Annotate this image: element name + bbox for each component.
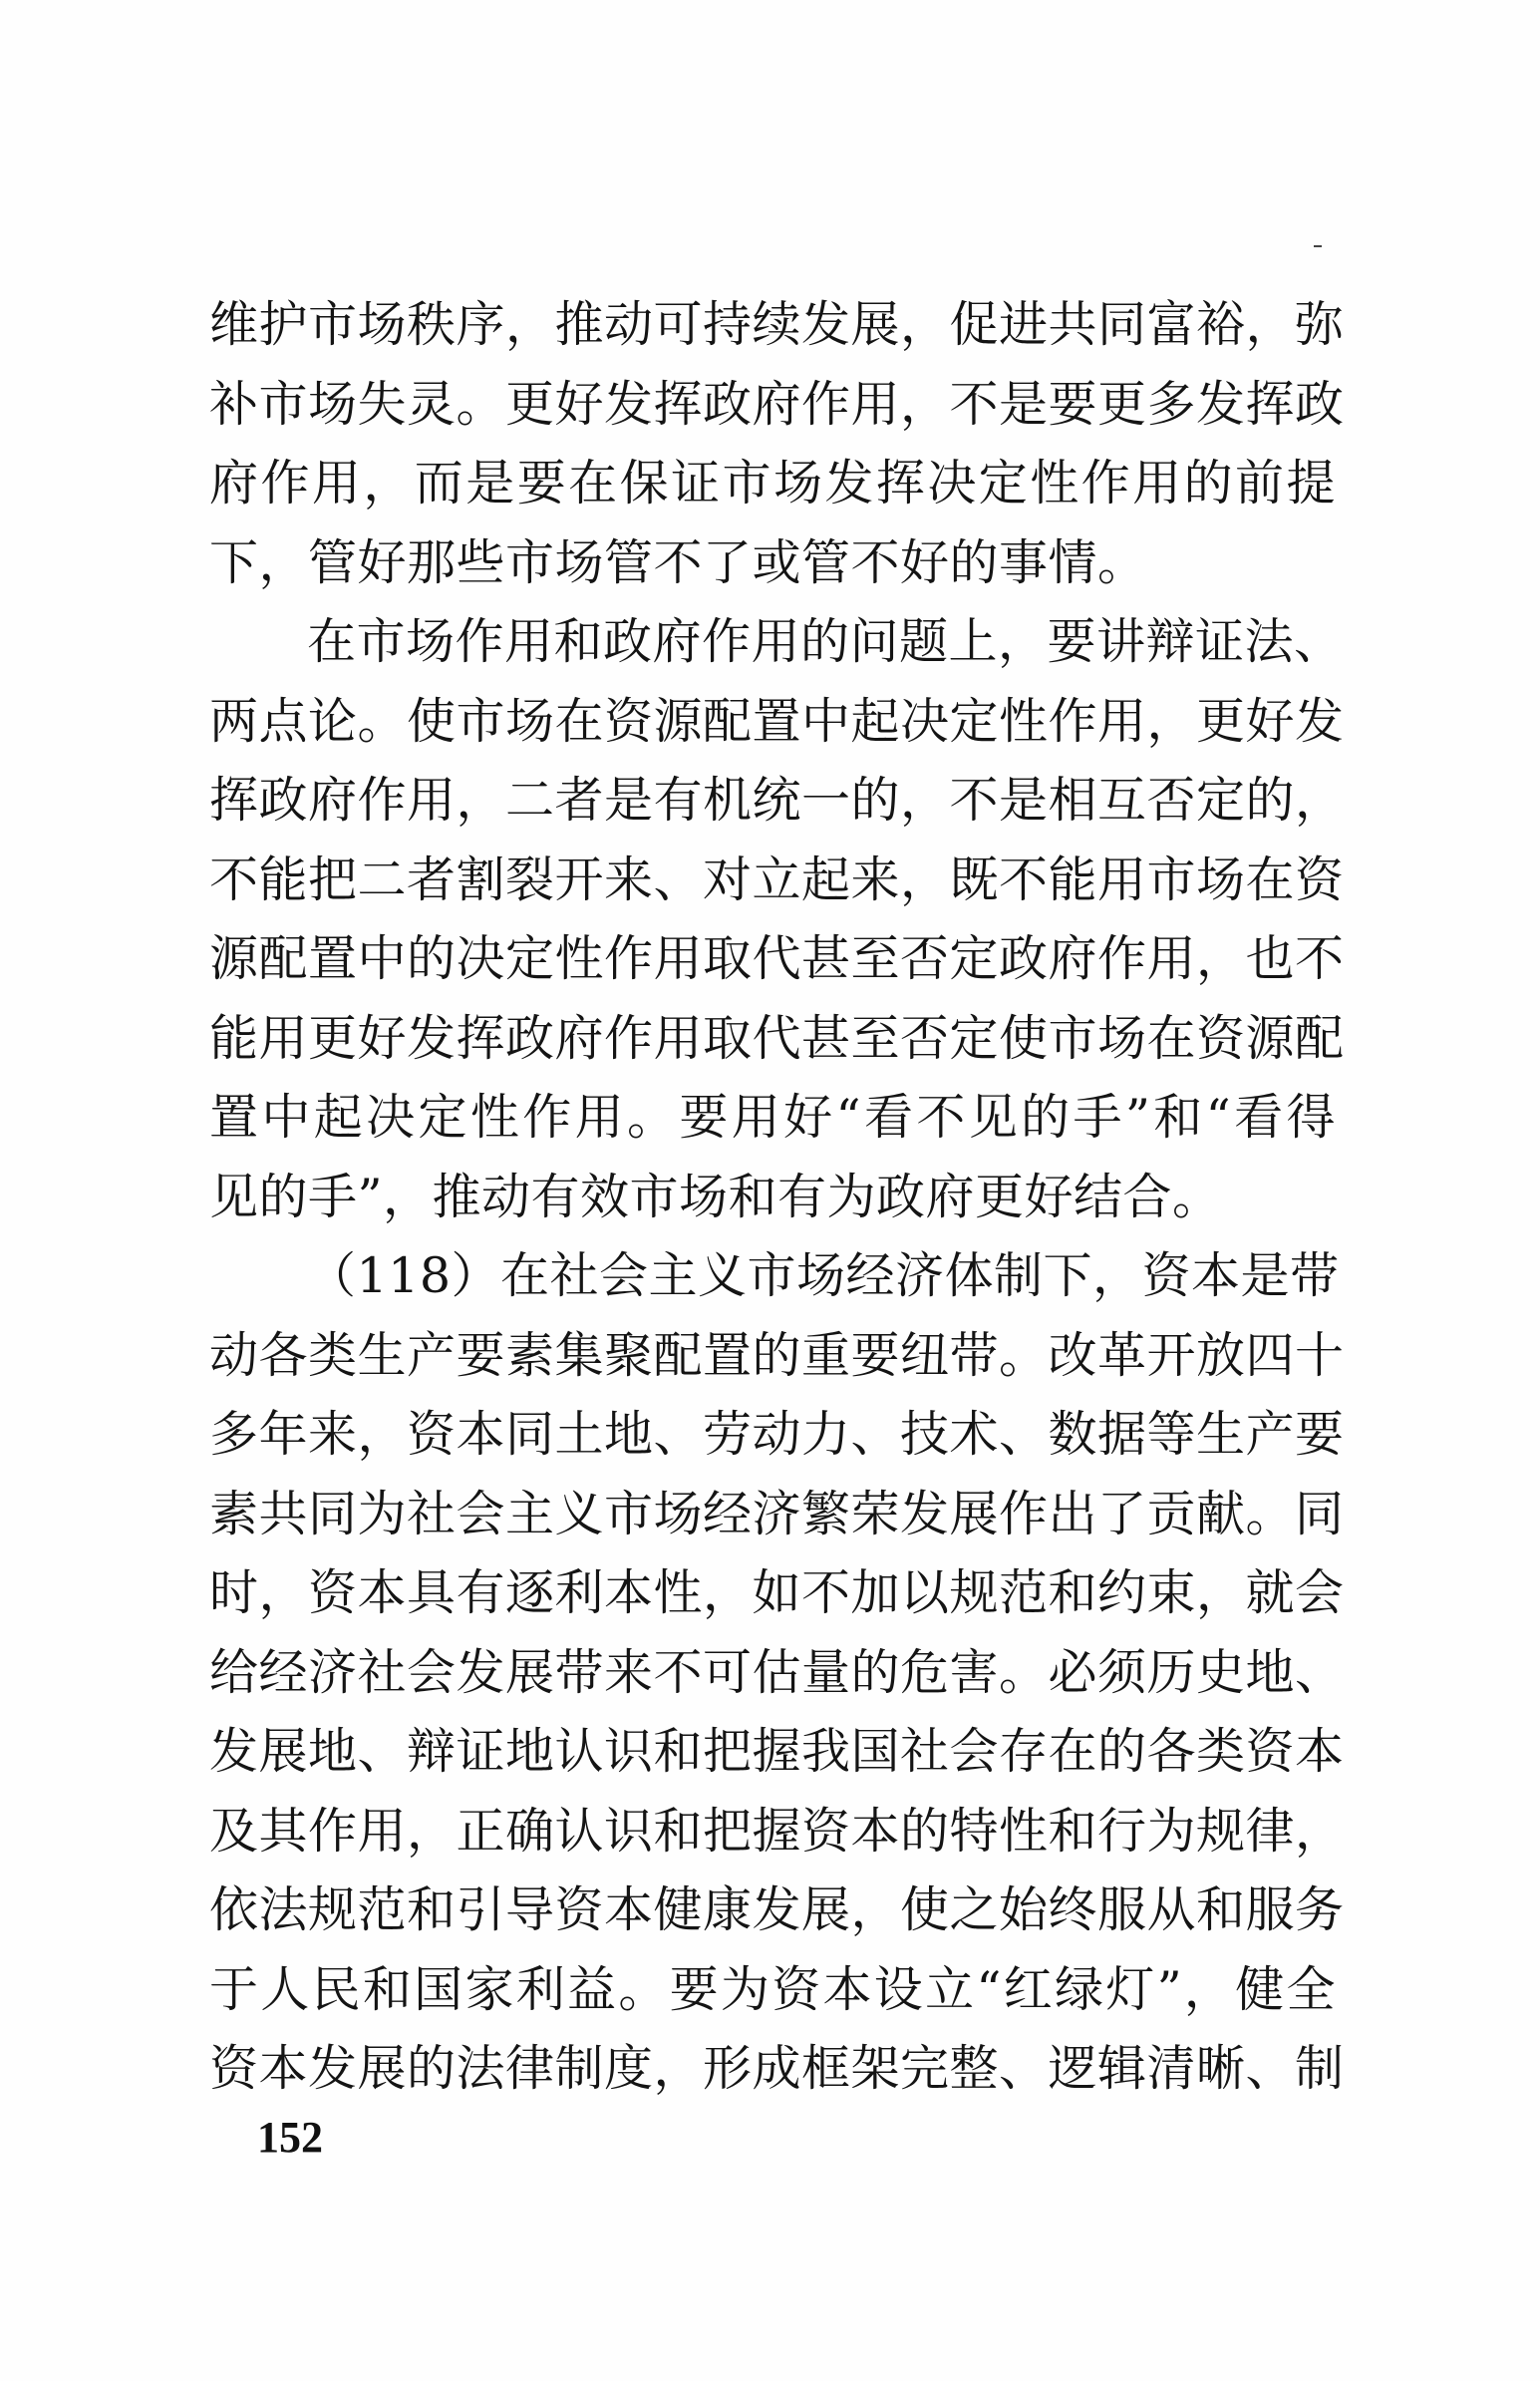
text-line: 给经济社会发展带来不可估量的危害。必须历史地、 bbox=[209, 1643, 1345, 1701]
page-number: 152 bbox=[257, 2113, 323, 2162]
text-line: 资本发展的法律制度，形成框架完整、逻辑清晰、制 bbox=[209, 2040, 1345, 2097]
text-line: 补市场失灵。更好发挥政府作用，不是要更多发挥政 bbox=[209, 375, 1345, 433]
paragraph-2 bbox=[209, 602, 1345, 1236]
text-line: 府作用，而是要在保证市场发挥决定性作用的前提 bbox=[209, 455, 1336, 511]
text-line: 挥政府作用，二者是有机统一的，不是相互否定的， bbox=[209, 772, 1345, 829]
text-line: 在市场作用和政府作用的问题上，要讲辩证法、 bbox=[307, 613, 1344, 670]
text-line: 源配置中的决定性作用取代甚至否定政府作用，也不 bbox=[209, 930, 1345, 987]
text-line: 多年来，资本同土地、劳动力、技术、数据等生产要 bbox=[209, 1406, 1345, 1463]
text-line: 维护市场秩序，推动可持续发展，促进共同富裕，弥 bbox=[209, 296, 1345, 353]
text-line: 发展地、辩证地认识和把握我国社会存在的各类资本 bbox=[209, 1723, 1345, 1780]
text-line: 时，资本具有逐利本性，如不加以规范和约束，就会 bbox=[209, 1564, 1345, 1621]
text-line: 两点论。使市场在资源配置中起决定性作用，更好发 bbox=[209, 692, 1345, 750]
text-line: 见的手”，推动有效市场和有为政府更好结合。 bbox=[209, 1168, 1222, 1225]
text-line: 动各类生产要素集聚配置的重要纽带。改革开放四十 bbox=[209, 1326, 1345, 1384]
text-line: 能用更好发挥政府作用取代甚至否定使市场在资源配 bbox=[209, 1009, 1345, 1067]
text-line: 依法规范和引导资本健康发展，使之始终服从和服务 bbox=[209, 1881, 1345, 1938]
body-text bbox=[209, 285, 1345, 2109]
text-line: （118）在社会主义市场经济体制下，资本是带 bbox=[307, 1247, 1340, 1304]
scan-mark bbox=[1314, 245, 1322, 247]
text-line: 下，管好那些市场管不了或管不好的事情。 bbox=[209, 533, 1147, 591]
text-line: 及其作用，正确认识和把握资本的特性和行为规律， bbox=[209, 1802, 1345, 1860]
text-line: 于人民和国家利益。要为资本设立“红绿灯”，健全 bbox=[209, 1960, 1336, 2018]
text-line: 不能把二者割裂开来、对立起来，既不能用市场在资 bbox=[209, 850, 1345, 908]
text-line: 素共同为社会主义市场经济繁荣发展作出了贡献。同 bbox=[209, 1485, 1345, 1542]
paragraph-1 bbox=[209, 285, 1345, 602]
paragraph-3 bbox=[209, 1236, 1345, 2109]
text-line: 置中起决定性作用。要用好“看不见的手”和“看得 bbox=[209, 1089, 1336, 1146]
